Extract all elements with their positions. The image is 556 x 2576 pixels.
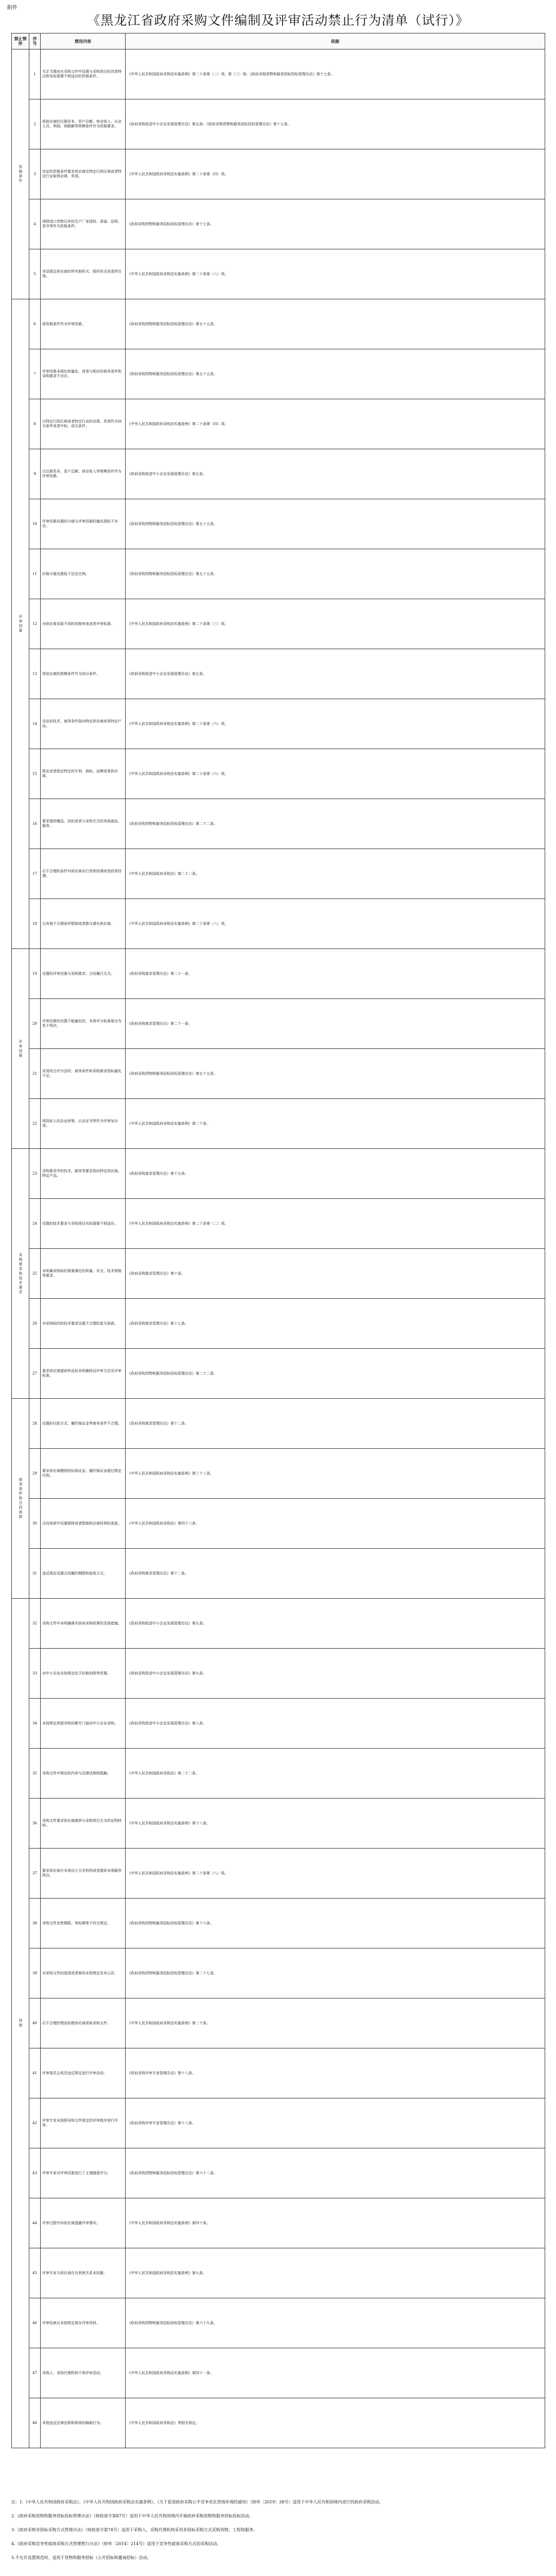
index-cell: 19 bbox=[29, 949, 41, 999]
index-cell: 7 bbox=[29, 349, 41, 399]
content-cell: 采购文件中规定的内容与法律法规相抵触。 bbox=[41, 1749, 126, 1799]
table-row bbox=[12, 649, 545, 699]
index-cell: 16 bbox=[29, 799, 41, 849]
basis-cell: 《中华人民共和国政府采购法实施条例》第二十条第（二）项。 bbox=[126, 1199, 545, 1249]
index-cell: 28 bbox=[29, 1399, 41, 1449]
content-cell: 采购文件中未明确落实政府采购政策的具体措施。 bbox=[41, 1599, 126, 1649]
content-cell: 采购需求中的技术、服务等要求指向特定供应商、特定产品。 bbox=[41, 1149, 126, 1199]
table-row bbox=[12, 1549, 545, 1599]
content-cell: 非法限定供应商的所有制形式、组织形式或者所在地。 bbox=[41, 249, 126, 299]
basis-cell: 《政府采购促进中小企业发展管理办法》第五条。 bbox=[126, 449, 545, 499]
content-cell: 将供应商的规模条件作为加分条件。 bbox=[41, 649, 126, 699]
index-cell: 30 bbox=[29, 1499, 41, 1549]
index-cell: 42 bbox=[29, 2098, 41, 2148]
table-row bbox=[12, 1899, 545, 1948]
content-cell: 采用综合评分法时，商务条件和采购需求指标量化不足。 bbox=[41, 1049, 126, 1099]
content-cell: 要求提供赠品、回扣或者与采购无关的其他商品、服务。 bbox=[41, 799, 126, 849]
table-row bbox=[12, 2348, 545, 2398]
basis-cell: 《政府采购需求管理办法》第十条。 bbox=[126, 1249, 545, 1299]
footnotes bbox=[11, 2499, 545, 2568]
index-cell: 27 bbox=[29, 1349, 41, 1399]
index-cell: 1 bbox=[29, 49, 41, 99]
basis-cell: 《中华人民共和国政府采购法实施条例》第二十条第（三）项。 bbox=[126, 599, 545, 649]
index-cell: 47 bbox=[29, 2348, 41, 2398]
content-cell: 评审因素未细化和量化，或者与相应的商务条件和采购需求不对应。 bbox=[41, 349, 126, 399]
table-row bbox=[12, 2198, 545, 2248]
content-cell: 评审过程中向供应商透露评审情况。 bbox=[41, 2198, 126, 2248]
table-row bbox=[12, 1799, 545, 1849]
content-cell: 采购文件要求供应商提供与采购项目无关的证明材料。 bbox=[41, 1799, 126, 1849]
index-cell: 9 bbox=[29, 449, 41, 499]
content-cell: 无正当理由在采购文件中设置与采购项目的具体特点和实际需要不相适应的资格条件。 bbox=[41, 49, 126, 99]
index-cell: 25 bbox=[29, 1249, 41, 1299]
basis-cell: 《政府采购促进中小企业发展管理办法》第九条。 bbox=[126, 1649, 545, 1699]
content-cell: 设置的评审因素与采购需求、合同履行无关。 bbox=[41, 949, 126, 999]
content-cell: 对采购文件的澄清或者修改未按规定发布公告。 bbox=[41, 1948, 126, 1998]
table-row bbox=[12, 849, 545, 899]
content-cell: 设置的付款方式、履约保证金等商务条件不合理。 bbox=[41, 1399, 126, 1449]
content-cell: 将资格条件作为评审因素。 bbox=[41, 299, 126, 349]
index-cell: 15 bbox=[29, 749, 41, 799]
content-cell: 评审专家与供应商存在利害关系未回避。 bbox=[41, 2248, 126, 2298]
basis-cell: 《中华人民共和国政府采购法实施条例》第二十条第（四）项。 bbox=[126, 399, 545, 449]
content-cell: 将除进口货物以外的生产厂家授权、承诺、证明、背书等作为资格条件。 bbox=[41, 199, 126, 249]
basis-cell: 《政府采购货物和服务招标投标管理办法》第六十九条。 bbox=[126, 2298, 545, 2348]
content-cell: 对中小企业未按规定给予价格扣除等优惠。 bbox=[41, 1649, 126, 1699]
index-cell: 3 bbox=[29, 149, 41, 199]
index-cell: 13 bbox=[29, 649, 41, 699]
basis-cell: 《政府采购货物和服务招标投标管理办法》第二十二条。 bbox=[126, 1349, 545, 1399]
basis-cell: 《中华人民共和国政府采购法实施条例》第二十条第（四）项。 bbox=[126, 149, 545, 199]
content-cell: 对供应商采取不同的资格审查或者评审标准。 bbox=[41, 599, 126, 649]
content-cell: 违反规定设置合同履约期限和验收方式。 bbox=[41, 1549, 126, 1599]
basis-cell: 《政府采购评审专家管理办法》第十八条。 bbox=[126, 2098, 545, 2148]
basis-cell: 《政府采购货物和服务招标投标管理办法》第十七条。 bbox=[126, 199, 545, 249]
basis-cell: 《中华人民共和国政府采购法实施条例》第四十一条。 bbox=[126, 2348, 545, 2398]
category-cell: 商务条件和合同条款 bbox=[12, 1399, 29, 1599]
content-cell: 以不合理的条件对供应商实行差别待遇或者歧视待遇。 bbox=[41, 849, 126, 899]
basis-cell: 《政府采购货物和服务招标投标管理办法》第五十五条。 bbox=[126, 349, 545, 399]
basis-cell: 《中华人民共和国政府采购法》等相关规定。 bbox=[126, 2398, 545, 2448]
content-cell: 未按规定预留采购份额专门面向中小企业采购。 bbox=[41, 1699, 126, 1749]
basis-cell: 《中华人民共和国政府采购法实施条例》第二十条第（八）项。 bbox=[126, 1849, 545, 1899]
table-row bbox=[12, 1749, 545, 1799]
index-cell: 26 bbox=[29, 1299, 41, 1349]
table-row bbox=[12, 299, 545, 349]
content-cell: 采购人、采购代理机构干预评审活动。 bbox=[41, 2348, 126, 2398]
basis-cell: 《中华人民共和国政府采购法实施条例》第四十条。 bbox=[126, 2198, 545, 2248]
header-category: 禁止情形 bbox=[12, 33, 29, 49]
table-row bbox=[12, 49, 545, 99]
index-cell: 38 bbox=[29, 1899, 41, 1948]
index-cell: 31 bbox=[29, 1549, 41, 1599]
category-cell: 评审因素 bbox=[12, 299, 29, 949]
index-cell: 32 bbox=[29, 1599, 41, 1649]
content-cell: 以特定行政区域或者特定行业的业绩、奖项作为加分条件或者中标、成交条件。 bbox=[41, 399, 126, 449]
basis-cell: 《中华人民共和国政府采购法实施条例》第二十条。 bbox=[126, 1099, 545, 1149]
index-cell: 29 bbox=[29, 1449, 41, 1499]
index-cell: 18 bbox=[29, 899, 41, 949]
index-cell: 14 bbox=[29, 699, 41, 749]
table-row bbox=[12, 2148, 545, 2198]
index-cell: 6 bbox=[29, 299, 41, 349]
content-cell: 其他违反法律法规和规章的编制行为。 bbox=[41, 2398, 126, 2448]
table-row bbox=[12, 699, 545, 749]
content-cell: 要求供应商提供样品但未明确样品评审方法及评审标准。 bbox=[41, 1349, 126, 1399]
index-cell: 34 bbox=[29, 1699, 41, 1749]
basis-cell: 《政府采购评审专家管理办法》第十八条。 bbox=[126, 2048, 545, 2098]
basis-cell: 《政府采购促进中小企业发展管理办法》第五条；《政府采购货物和服务招标投标管理办法》第十七条。 bbox=[126, 99, 545, 149]
footnote: 3.《政府采购非招标采购方式管理办法》（财政部令第74号）适用于采购人、采购代理机构采用非招标采购方式采购货物、工程和服务。 bbox=[11, 2528, 257, 2532]
table-row bbox=[12, 249, 545, 299]
prohibition-table bbox=[11, 33, 545, 2448]
index-cell: 22 bbox=[29, 1099, 41, 1149]
content-cell: 要求供应商在本地设立分支机构或者提供本地服务网点。 bbox=[41, 1849, 126, 1899]
basis-cell: 《政府采购货物和服务招标投标管理办法》第二十二条。 bbox=[126, 799, 545, 849]
content-cell: 评审结束后未按规定保存评审资料。 bbox=[41, 2298, 126, 2348]
index-cell: 36 bbox=[29, 1799, 41, 1849]
index-cell: 40 bbox=[29, 1998, 41, 2048]
table-row bbox=[12, 1849, 545, 1899]
attachment-label: 附件 bbox=[7, 5, 18, 11]
basis-cell: 《中华人民共和国政府采购法》第二十二条。 bbox=[126, 1749, 545, 1799]
basis-cell: 《政府采购促进中小企业发展管理办法》第九条。 bbox=[126, 1599, 545, 1649]
table-row bbox=[12, 1049, 545, 1099]
basis-cell: 《中华人民共和国政府采购法实施条例》第二十条第（六）项。 bbox=[126, 699, 545, 749]
index-cell: 39 bbox=[29, 1948, 41, 1998]
header-basis: 依据 bbox=[126, 33, 545, 49]
content-cell: 限定或者指定特定的专利、商标、品牌或者供应商。 bbox=[41, 749, 126, 799]
table-row bbox=[12, 1299, 545, 1349]
table-row bbox=[12, 949, 545, 999]
content-cell: 评审委员会成员违反规定进行评审活动。 bbox=[41, 2048, 126, 2098]
index-cell: 33 bbox=[29, 1649, 41, 1699]
table-row bbox=[12, 799, 545, 849]
index-cell: 5 bbox=[29, 249, 41, 299]
index-cell: 20 bbox=[29, 999, 41, 1049]
content-cell: 将投标人的企业荣誉、认证证书等作为评审加分项。 bbox=[41, 1099, 126, 1149]
basis-cell: 《政府采购货物和服务招标投标管理办法》第六十二条。 bbox=[126, 2148, 545, 2198]
index-cell: 17 bbox=[29, 849, 41, 899]
footnote: 注：1.《中华人民共和国政府采购法》、《中华人民共和国政府采购法实施条例》、《关于促进政府采购公平竞争优化营商环境的通知》（财库〔2019〕38号）适用于中华人民共和国境内进行的政府采购活动。 bbox=[11, 2500, 384, 2504]
index-cell: 21 bbox=[29, 1049, 41, 1099]
content-cell: 评审因素设置的分值与评审因素的量化指标不对应。 bbox=[41, 499, 126, 549]
basis-cell: 《政府采购货物和服务招标投标管理办法》第五十五条。 bbox=[126, 1049, 545, 1099]
basis-cell: 《中华人民共和国政府采购法实施条例》第二十条第（二）项、第（三）项；《政府采购货物和服务招标投标管理办法》第十七条。 bbox=[126, 49, 545, 99]
index-cell: 24 bbox=[29, 1199, 41, 1249]
table-row bbox=[12, 1349, 545, 1399]
basis-cell: 《政府采购促进中小企业发展管理办法》第八条。 bbox=[126, 1699, 545, 1749]
basis-cell: 《中华人民共和国政府采购法实施条例》第二十条第（六）项。 bbox=[126, 749, 545, 799]
index-cell: 48 bbox=[29, 2398, 41, 2448]
basis-cell: 《政府采购货物和服务招标投标管理办法》第十六条。 bbox=[126, 1899, 545, 1948]
table-row bbox=[12, 199, 545, 249]
footnote: 2.《政府采购货物和服务招标投标管理办法》（财政部令第87号）适用于中华人民共和国境内开展政府采购货物和服务招标投标活动。 bbox=[11, 2514, 253, 2518]
basis-cell: 《中华人民共和国政府采购法实施条例》第二十条。 bbox=[126, 1998, 545, 2048]
index-cell: 4 bbox=[29, 199, 41, 249]
category-cell: 采购需求和技术要求 bbox=[12, 1149, 29, 1399]
basis-cell: 《政府采购需求管理办法》第十二条。 bbox=[126, 1549, 545, 1599]
basis-cell: 《政府采购需求管理办法》第十七条。 bbox=[126, 1299, 545, 1349]
index-cell: 43 bbox=[29, 2148, 41, 2198]
content-cell: 评审专家对评审因素进行了主观随意评分。 bbox=[41, 2148, 126, 2198]
content-cell: 合同条款中设置排除或者限制供应商权利的条款。 bbox=[41, 1499, 126, 1549]
category-cell: 资格条件 bbox=[12, 49, 29, 299]
table-row bbox=[12, 2098, 545, 2148]
table-row bbox=[12, 1399, 545, 1449]
basis-cell: 《政府采购货物和服务招标投标管理办法》第五十五条。 bbox=[126, 549, 545, 599]
table-row bbox=[12, 1649, 545, 1699]
table-header-row bbox=[12, 33, 545, 49]
table-row bbox=[12, 1449, 545, 1499]
table-row bbox=[12, 2248, 545, 2298]
basis-cell: 《政府采购需求管理办法》第二十一条。 bbox=[126, 949, 545, 999]
content-cell: 以注册资本、资产总额、营业收入等规模条件作为评审因素。 bbox=[41, 449, 126, 499]
content-cell: 以不合理的理由拒绝供应商获取采购文件。 bbox=[41, 1998, 126, 2048]
table-row bbox=[12, 749, 545, 799]
table-row bbox=[12, 1199, 545, 1249]
basis-cell: 《政府采购促进中小企业发展管理办法》第五条。 bbox=[126, 649, 545, 699]
footnote: 5.不允许设置规范时，适用于货物和服务招标（公开招标和邀请招标）活动。 bbox=[11, 2555, 151, 2560]
basis-cell: 《中华人民共和国政府采购法实施条例》第九条。 bbox=[126, 2248, 545, 2298]
content-cell: 将供应商的注册资本、资产总额、营业收入、从业人员、利润、纳税额等规模条件作为资格要求。 bbox=[41, 99, 126, 149]
header-content: 禁用内容 bbox=[41, 33, 126, 49]
index-cell: 2 bbox=[29, 99, 41, 149]
basis-cell: 《中华人民共和国政府采购法实施条例》第三十三条。 bbox=[126, 1449, 545, 1499]
index-cell: 12 bbox=[29, 599, 41, 649]
index-cell: 44 bbox=[29, 2198, 41, 2248]
basis-cell: 《政府采购需求管理办法》第二十一条。 bbox=[126, 999, 545, 1049]
content-cell: 设定的技术、商务条件指向特定供应商或者特定产品。 bbox=[41, 699, 126, 749]
basis-cell: 《中华人民共和国政府采购法》第四十三条。 bbox=[126, 1499, 545, 1549]
category-cell: 评审因素 bbox=[12, 949, 29, 1149]
content-cell: 对采购标的的技术要求设置不合理的星号条款。 bbox=[41, 1299, 126, 1349]
table-row bbox=[12, 599, 545, 649]
content-cell: 设定的资格条件要求供应商在特定行政区域或者特定行业取得业绩、奖项。 bbox=[41, 149, 126, 199]
index-cell: 41 bbox=[29, 2048, 41, 2098]
basis-cell: 《政府采购货物和服务招标投标管理办法》第五十五条。 bbox=[126, 499, 545, 549]
table-row bbox=[12, 499, 545, 549]
index-cell: 8 bbox=[29, 399, 41, 449]
table-row bbox=[12, 1099, 545, 1149]
basis-cell: 《政府采购需求管理办法》第十二条。 bbox=[126, 1399, 545, 1449]
basis-cell: 《政府采购需求管理办法》第十五条。 bbox=[126, 1149, 545, 1199]
table-row bbox=[12, 1499, 545, 1549]
table-row bbox=[12, 449, 545, 499]
index-cell: 46 bbox=[29, 2298, 41, 2348]
index-cell: 11 bbox=[29, 549, 41, 599]
content-cell: 采购文件发售期限、等标期等不符合规定。 bbox=[41, 1899, 126, 1948]
table-row bbox=[12, 349, 545, 399]
index-cell: 23 bbox=[29, 1149, 41, 1199]
table-row bbox=[12, 2048, 545, 2098]
content-cell: 价格分值设置低于法定比例。 bbox=[41, 549, 126, 599]
category-cell: 其他 bbox=[12, 1599, 29, 2448]
table-row bbox=[12, 2398, 545, 2448]
table-body bbox=[12, 49, 545, 2448]
index-cell: 37 bbox=[29, 1849, 41, 1899]
table-row bbox=[12, 149, 545, 199]
content-cell: 评审专家未按照采购文件规定的评审程序进行评审。 bbox=[41, 2098, 126, 2148]
content-cell: 设置的技术要求与采购项目实际需要不相适应。 bbox=[41, 1199, 126, 1249]
content-cell: 未明确采购标的需要满足的质量、安全、技术规格等要求。 bbox=[41, 1249, 126, 1299]
index-cell: 45 bbox=[29, 2248, 41, 2298]
footnote: 4.《政府采购竞争性磋商采购方式管理暂行办法》（财库〔2014〕214号）适用于竞争性磋商采购方式的采购活动。 bbox=[11, 2541, 221, 2546]
table-row bbox=[12, 99, 545, 149]
table-row bbox=[12, 1699, 545, 1749]
table-row bbox=[12, 399, 545, 449]
basis-cell: 《中华人民共和国政府采购法实施条例》第二十条第（八）项。 bbox=[126, 899, 545, 949]
header-index: 序号 bbox=[29, 33, 41, 49]
table-row bbox=[12, 899, 545, 949]
index-cell: 10 bbox=[29, 499, 41, 549]
table-row bbox=[12, 1599, 545, 1649]
table-row bbox=[12, 1948, 545, 1998]
basis-cell: 《中华人民共和国政府采购法实施条例》第十八条。 bbox=[126, 1799, 545, 1849]
table-row bbox=[12, 2298, 545, 2348]
basis-cell: 《中华人民共和国政府采购法实施条例》第二十条第（八）项。 bbox=[126, 249, 545, 299]
content-cell: 评审因素的设置不能量化的，未将评分标准细分为若干档次。 bbox=[41, 999, 126, 1049]
table-row bbox=[12, 999, 545, 1049]
content-cell: 以其他不合理条件限制或者排斥潜在供应商。 bbox=[41, 899, 126, 949]
basis-cell: 《政府采购货物和服务招标投标管理办法》第五十五条。 bbox=[126, 299, 545, 349]
basis-cell: 《政府采购货物和服务招标投标管理办法》第二十七条。 bbox=[126, 1948, 545, 1998]
index-cell: 35 bbox=[29, 1749, 41, 1799]
table-row bbox=[12, 1998, 545, 2048]
table-row bbox=[12, 1249, 545, 1299]
table-row bbox=[12, 1149, 545, 1199]
content-cell: 要求供应商缴纳投标保证金、履约保证金超过规定比例。 bbox=[41, 1449, 126, 1499]
basis-cell: 《中华人民共和国政府采购法》第二十二条。 bbox=[126, 849, 545, 899]
page-title: 《黑龙江省政府采购文件编制及评审活动禁止行为清单（试行）》 bbox=[87, 13, 469, 28]
table-row bbox=[12, 549, 545, 599]
